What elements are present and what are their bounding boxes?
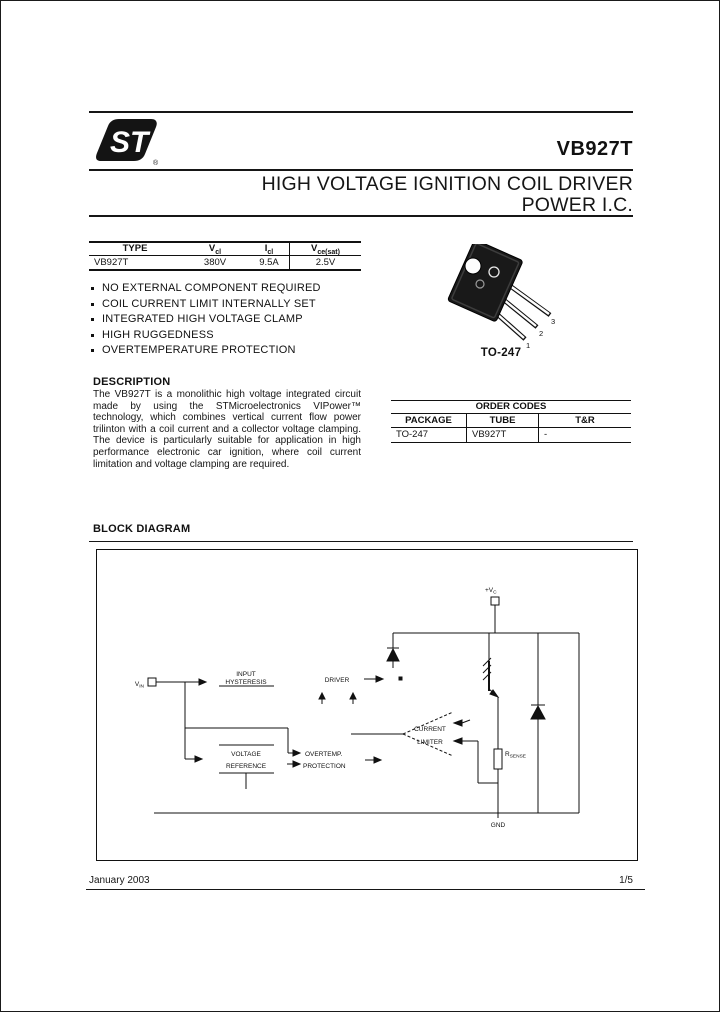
order-value-tr: - (538, 428, 631, 442)
order-codes-header-row (391, 414, 631, 428)
overtemp-output-arrow (374, 757, 381, 763)
feature-text: INTEGRATED HIGH VOLTAGE CLAMP (102, 313, 303, 325)
st-logo (94, 116, 160, 168)
voltage-reference-label-1: VOLTAGE (231, 751, 261, 758)
rsense-label (505, 751, 526, 760)
current-limiter-label-2: LIMITER (417, 739, 443, 746)
feature-item (91, 328, 381, 344)
order-codes-data-row (391, 428, 631, 442)
feature-item (91, 312, 381, 328)
block-diagram (96, 549, 638, 861)
header-rule-middle (89, 169, 633, 171)
spec-header-vcesat-text: V (311, 243, 318, 254)
bullet-icon (91, 303, 94, 306)
spec-header-vcesat (289, 243, 361, 255)
spec-value-vcl: 380V (203, 257, 227, 268)
arrow-into-hysteresis (199, 679, 206, 685)
block-diagram-rule (89, 541, 633, 542)
title-line-1: HIGH VOLTAGE IGNITION COIL DRIVER (261, 173, 633, 195)
spec-value-icl: 9.5A (259, 257, 279, 268)
pin-2-label: 2 (539, 329, 544, 338)
title-line-2: POWER I.C. (521, 194, 633, 216)
spec-header-vcesat-sub: ce(sat) (317, 248, 340, 256)
overtemp-label-2: PROTECTION (303, 763, 346, 770)
block-diagram-heading: BLOCK DIAGRAM (93, 523, 191, 535)
driver-output-arrow (376, 676, 383, 682)
st-logo-text: ST (110, 126, 149, 159)
order-codes-title: ORDER CODES (391, 401, 631, 414)
spec-header-type-text: TYPE (122, 243, 148, 254)
diagram-frame (97, 550, 638, 861)
page-title (101, 174, 633, 216)
vin-label-base: V (134, 681, 140, 688)
spec-value-type: VB927T (94, 257, 129, 268)
bullet-icon (91, 334, 94, 337)
vcc-label (485, 587, 497, 596)
vcc-label-base: +V (485, 587, 494, 594)
package-name: TO-247 (480, 347, 522, 359)
rsense-label-base: R (505, 751, 510, 758)
vref-arrow (195, 756, 202, 762)
feature-item (91, 281, 381, 297)
footer-date: January 2003 (89, 875, 150, 886)
part-number: VB927T (556, 138, 633, 160)
driver-node-dot (399, 677, 402, 680)
features-list (91, 281, 381, 359)
spec-header-vcl-text: V (208, 243, 216, 254)
vcc-label-sub: C (493, 590, 497, 596)
spec-header-vcl-sub: cl (215, 248, 222, 256)
bullet-icon (91, 287, 94, 290)
spec-header-type (89, 243, 181, 255)
vin-label (135, 681, 145, 690)
order-value-package: TO-247 (396, 429, 429, 440)
limiter-arrow-upper-stub (462, 720, 470, 723)
package-drawing (396, 244, 636, 356)
spec-header-icl (249, 243, 289, 255)
order-header-tube: TUBE (466, 414, 538, 427)
driver-up-arrow2 (350, 693, 356, 699)
overtemp-arrow1 (293, 750, 300, 756)
description-heading: DESCRIPTION (93, 376, 171, 388)
vcc-pin-square (491, 597, 499, 605)
feature-text: COIL CURRENT LIMIT INTERNALLY SET (102, 297, 316, 310)
bullet-icon (91, 318, 94, 321)
footer-page-indicator: 1/5 (619, 875, 633, 886)
limiter-arrow-lower (454, 738, 462, 744)
spec-value-vcesat: 2.5V (289, 256, 361, 269)
voltage-reference-label-2: REFERENCE (225, 763, 267, 770)
current-limiter-label-1: CURRENT (414, 726, 446, 733)
gnd-label: GND (490, 822, 506, 829)
overtemp-label-1: OVERTEMP. (305, 751, 343, 758)
driver-label: DRIVER (324, 677, 350, 684)
rsense-label-sub: SENSE (509, 754, 526, 760)
diode2-icon (531, 706, 545, 719)
order-value-tube: VB927T (466, 428, 538, 442)
input-hysteresis-label-2: HYSTERESIS (225, 679, 267, 686)
feature-text: NO EXTERNAL COMPONENT REQUIRED (102, 282, 321, 294)
diode1-icon (387, 649, 399, 661)
rsense-resistor (494, 749, 502, 769)
spec-table-header-row (89, 243, 361, 256)
feature-item (91, 297, 381, 313)
driver-up-arrow1 (319, 693, 325, 699)
registered-mark: ® (153, 160, 159, 167)
spec-header-icl-text: I (264, 243, 268, 254)
order-header-tr: T&R (538, 414, 631, 427)
input-hysteresis-label-1: INPUT (236, 671, 256, 678)
feature-text: HIGH RUGGEDNESS (102, 328, 214, 341)
description-paragraph: The VB927T is a monolithic high voltage integrated circuit made by using the STMicroelectronics VIPower™ technology, which combines vertical current flow power trilinton with a coil current and a collector voltage clamping. The device is particularly suitable for application in high performance electronic car ignition, where coil current limitation and voltage clamping are required. (93, 389, 361, 470)
order-codes-table (391, 400, 631, 443)
header-rule-top (89, 111, 633, 113)
spec-table (89, 241, 361, 271)
spec-header-icl-sub: cl (267, 248, 274, 256)
feature-text: OVERTEMPERATURE PROTECTION (102, 344, 296, 356)
pin-3-label: 3 (551, 317, 556, 326)
spec-header-vcl (181, 243, 249, 255)
order-header-package: PACKAGE (405, 415, 452, 426)
spec-table-data-row (89, 256, 361, 269)
bullet-icon (91, 349, 94, 352)
pin-1-label: 1 (526, 341, 531, 350)
package-body (447, 244, 523, 322)
feature-item (91, 343, 381, 359)
limiter-arrow-upper (454, 720, 462, 726)
footer-rule (86, 889, 645, 890)
mounting-hole (465, 258, 481, 274)
overtemp-arrow2 (293, 761, 300, 767)
vin-label-sub: IN (139, 684, 144, 690)
vin-pin-square (148, 678, 156, 686)
